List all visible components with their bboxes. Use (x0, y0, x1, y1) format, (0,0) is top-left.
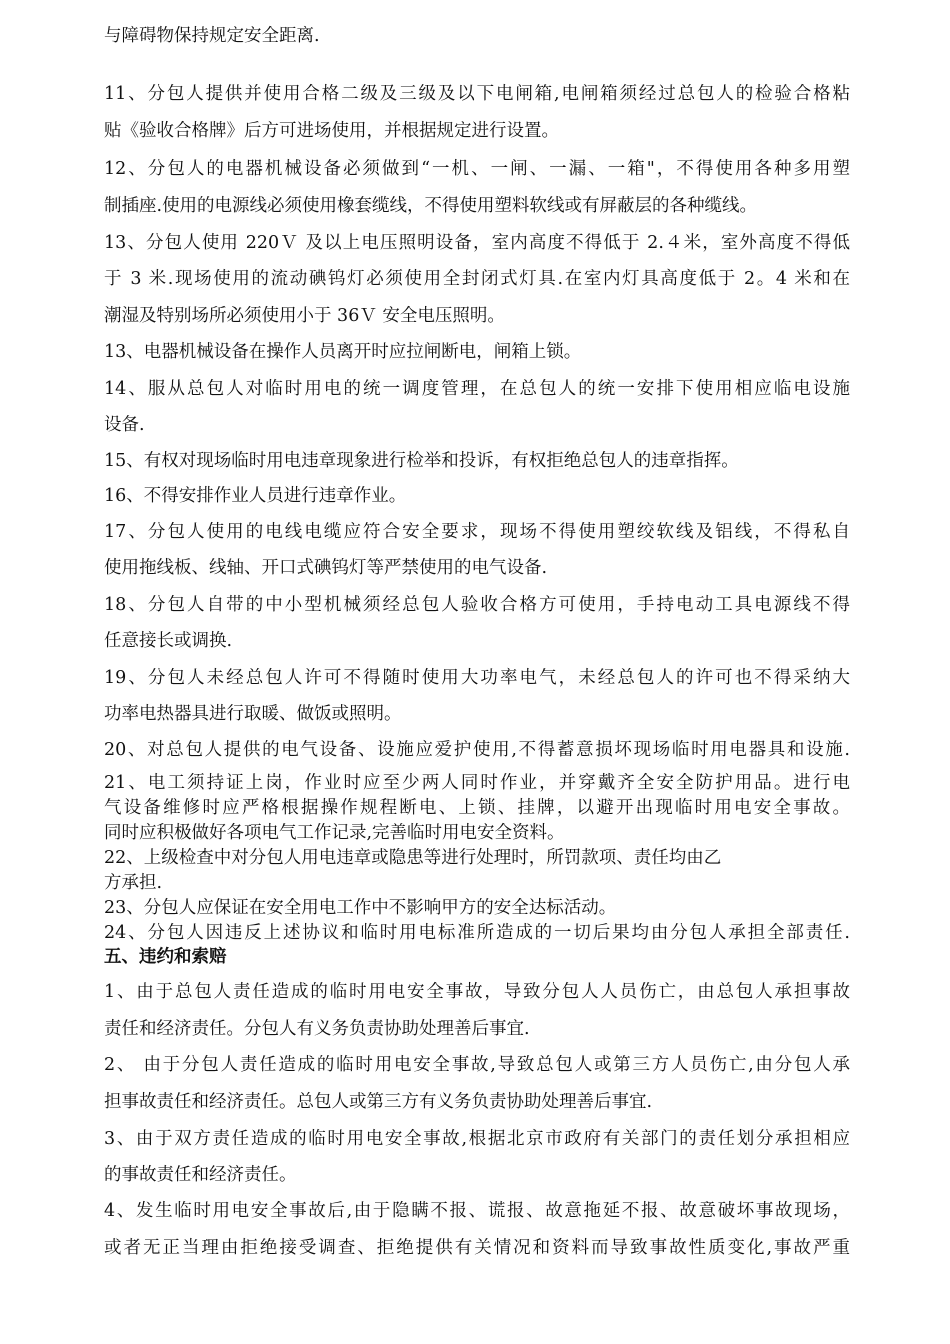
text-line: 13、分包人使用 220Ｖ 及以上电压照明设备，室内高度不得低于 2.４米，室外高度不得低 (104, 233, 850, 253)
text-line: 3、由于双方责任造成的临时用电安全事故,根据北京市政府有关部门的责任划分承担相应 (104, 1129, 850, 1149)
text-line: 11、分包人提供并使用合格二级及三级及以下电闸箱,电闸箱须经过总包人的检验合格粘 (104, 84, 850, 104)
text-line: 同时应积极做好各项电气工作记录,完善临时用电安全资料。 (104, 823, 565, 843)
text-line: 16、不得安排作业人员进行违章作业。 (104, 486, 407, 506)
text-line: 功率电热器具进行取暖、做饭或照明。 (104, 704, 402, 724)
text-line: 使用拖线板、线轴、开口式碘钨灯等严禁使用的电气设备. (104, 558, 548, 578)
section-heading: 五、违约和索赔 (104, 947, 227, 967)
text-line: 责任和经济责任。分包人有义务负责协助处理善后事宜. (104, 1019, 530, 1039)
text-line: 于 3 米.现场使用的流动碘钨灯必须使用全封闭式灯具.在室内灯具高度低于 2。4 米和在 (104, 269, 850, 289)
text-line: 方承担. (104, 873, 163, 893)
text-line: 21、电工须持证上岗，作业时应至少两人同时作业，并穿戴齐全安全防护用品。进行电 (104, 773, 850, 793)
text-line: 2、 由于分包人责任造成的临时用电安全事故,导致总包人或第三方人员伤亡,由分包人承 (104, 1055, 850, 1075)
text-line: 20、对总包人提供的电气设备、设施应爱护使用,不得蓄意损坏现场临时用电器具和设施. (104, 740, 850, 760)
text-line: 担事故责任和经济责任。总包人或第三方有义务负责协助处理善后事宜. (104, 1092, 653, 1112)
text-line: 或者无正当理由拒绝接受调查、拒绝提供有关情况和资料而导致事故性质变化,事故严重 (104, 1238, 850, 1258)
text-line: 23、分包人应保证在安全用电工作中不影响甲方的安全达标活动。 (104, 898, 617, 918)
text-line: 24、分包人因违反上述协议和临时用电标准所造成的一切后果均由分包人承担全部责任. (104, 923, 850, 943)
text-line: 1、由于总包人责任造成的临时用电安全事故，导致分包人人员伤亡，由总包人承担事故 (104, 982, 850, 1002)
text-line: 17、分包人使用的电线电缆应符合安全要求，现场不得使用塑绞软线及铝线，不得私自 (104, 522, 850, 542)
text-line: 设备. (104, 415, 145, 435)
text-line: 22、上级检查中对分包人用电违章或隐患等进行处理时，所罚款项、责任均由乙 (104, 848, 722, 868)
text-line: 15、有权对现场临时用电违章现象进行检举和投诉，有权拒绝总包人的违章指挥。 (104, 451, 739, 471)
text-line: 制插座.使用的电源线必须使用橡套缆线，不得使用塑料软线或有屏蔽层的各种缆线。 (104, 196, 758, 216)
text-line: 与障碍物保持规定安全距离. (104, 26, 320, 46)
text-line: 的事故责任和经济责任。 (104, 1165, 297, 1185)
text-line: 贴《验收合格牌》后方可进场使用，并根据规定进行设置。 (104, 121, 559, 141)
text-line: 4、发生临时用电安全事故后,由于隐瞒不报、谎报、故意拖延不报、故意破坏事故现场， (104, 1201, 850, 1221)
text-line: 12、分包人的电器机械设备必须做到“一机、一闸、一漏、一箱"，不得使用各种多用塑 (104, 159, 850, 179)
text-line: 气设备维修时应严格根据操作规程断电、上锁、挂牌，以避开出现临时用电安全事故。 (104, 798, 850, 818)
text-line: 潮湿及特别场所必须使用小于 36Ｖ 安全电压照明。 (104, 306, 505, 326)
text-line: 任意接长或调换. (104, 631, 233, 651)
text-line: 13、电器机械设备在操作人员离开时应拉闸断电，闸箱上锁。 (104, 342, 582, 362)
text-line: 19、分包人未经总包人许可不得随时使用大功率电气，未经总包人的许可也不得采纳大 (104, 668, 850, 688)
text-line: 18、分包人自带的中小型机械须经总包人验收合格方可使用，手持电动工具电源线不得 (104, 595, 850, 615)
text-line: 14、服从总包人对临时用电的统一调度管理，在总包人的统一安排下使用相应临电设施 (104, 379, 850, 399)
